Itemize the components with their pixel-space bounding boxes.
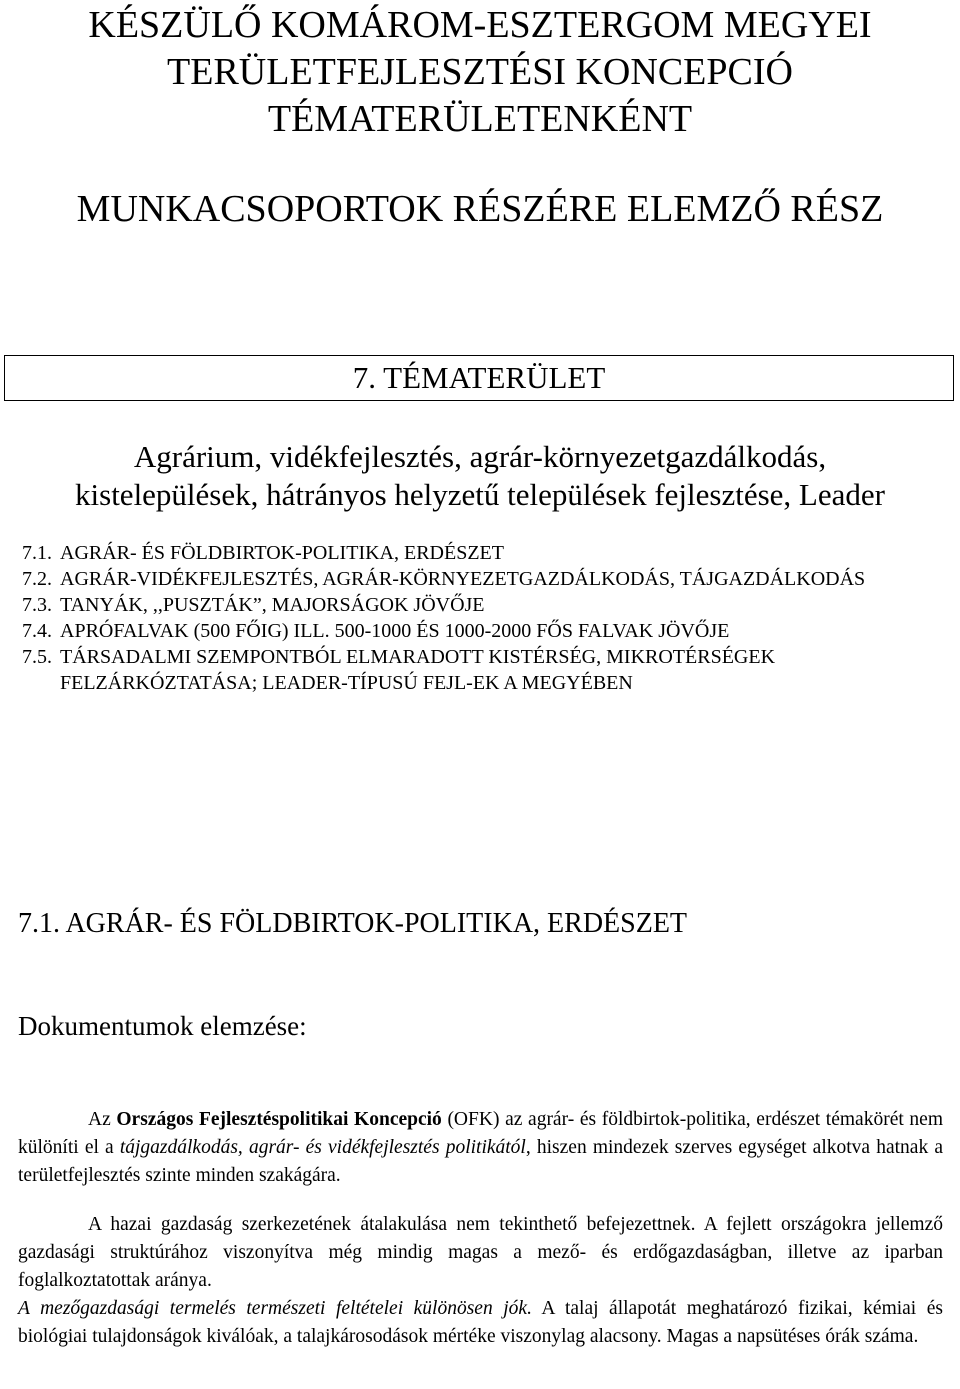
table-of-contents <box>22 540 942 696</box>
toc-item <box>22 566 942 592</box>
title-line-2: TERÜLETFEJLESZTÉSI KONCEPCIÓ <box>167 51 793 93</box>
section-heading: 7.1. AGRÁR- ÉS FÖLDBIRTOK-POLITIKA, ERDÉSZET <box>18 908 688 939</box>
paragraph-2: A hazai gazdaság szerkezetének átalakulása nem tekinthető befejezettnek. A fejlett országokra jellemző gazdasági struktúrához viszonyítva még mindig magas a mező- és erdőgazdaságban, illetve az iparban foglalkoztatottak aránya. <box>18 1214 943 1291</box>
paragraph-1-part-c: (OFK) az agrár- és földbirtok-politika, erdészet témakörét nem különíti el a <box>18 1109 943 1158</box>
title-line-3: TÉMATERÜLETENKÉNT <box>267 98 693 140</box>
topic-label-box: 7. TÉMATERÜLET <box>4 355 954 401</box>
paragraph-1 <box>18 1106 943 1190</box>
document-subtitle: MUNKACSOPORTOK RÉSZÉRE ELEMZŐ RÉSZ <box>76 188 884 230</box>
toc-item-number: 7.1. <box>22 542 52 564</box>
toc-item-text: AGRÁR- ÉS FÖLDBIRTOK-POLITIKA, ERDÉSZET <box>60 542 504 564</box>
toc-item <box>22 644 942 696</box>
toc-item-number: 7.5. <box>22 646 52 668</box>
paragraph-1-part-a: Az <box>88 1109 117 1130</box>
toc-item-text: TANYÁK, ,,PUSZTÁK”, MAJORSÁGOK JÖVŐJE <box>60 594 485 616</box>
toc-item-text: APRÓFALVAK (500 FŐIG) ILL. 500-1000 ÉS 1000-2000 FŐS FALVAK JÖVŐJE <box>60 620 730 642</box>
paragraph-1-italic: tájgazdálkodás, agrár- és vidékfejlesztés politikától <box>119 1137 526 1158</box>
topic-description: Agrárium, vidékfejlesztés, agrár-környezetgazdálkodás, kistelepülések, hátrányos helyzetű települések fejlesztése, Leader <box>75 439 885 512</box>
paragraph-1-part-e: , hiszen mindezek szerves egységet alkotva hatnak a területfejlesztés szinte minden szakágára. <box>18 1137 943 1186</box>
toc-item-number: 7.3. <box>22 594 52 616</box>
toc-item-text: TÁRSADALMI SZEMPONTBÓL ELMARADOTT KISTÉRSÉG, MIKROTÉRSÉGEK FELZÁRKÓZTATÁSA; LEADER-TÍPUSÚ FEJL-EK A MEGYÉBEN <box>60 646 776 694</box>
toc-item <box>22 618 942 644</box>
toc-item <box>22 540 942 566</box>
analysis-heading: Dokumentumok elemzése: <box>18 1011 307 1041</box>
paragraph-3 <box>18 1295 943 1351</box>
toc-item-number: 7.4. <box>22 620 52 642</box>
document-title <box>0 2 960 143</box>
paragraph-3-italic: A mezőgazdasági termelés természeti feltételei különösen jók. <box>18 1298 532 1319</box>
title-line-1: KÉSZÜLŐ KOMÁROM-ESZTERGOM MEGYEI <box>88 4 872 46</box>
toc-item <box>22 592 942 618</box>
paragraph-1-bold: Országos Fejlesztéspolitikai Koncepció <box>116 1109 442 1130</box>
toc-item-number: 7.2. <box>22 568 52 590</box>
body-text <box>18 1106 943 1351</box>
paragraph-3-part-b: A talaj állapotát meghatározó fizikai, kémiai és biológiai tulajdonságok kiválóak, a talajkárosodások mértéke viszonylag alacsony. Magas a napsütéses órák száma. <box>18 1298 943 1347</box>
toc-item-text: AGRÁR-VIDÉKFEJLESZTÉS, AGRÁR-KÖRNYEZETGAZDÁLKODÁS, TÁJGAZDÁLKODÁS <box>60 568 866 590</box>
